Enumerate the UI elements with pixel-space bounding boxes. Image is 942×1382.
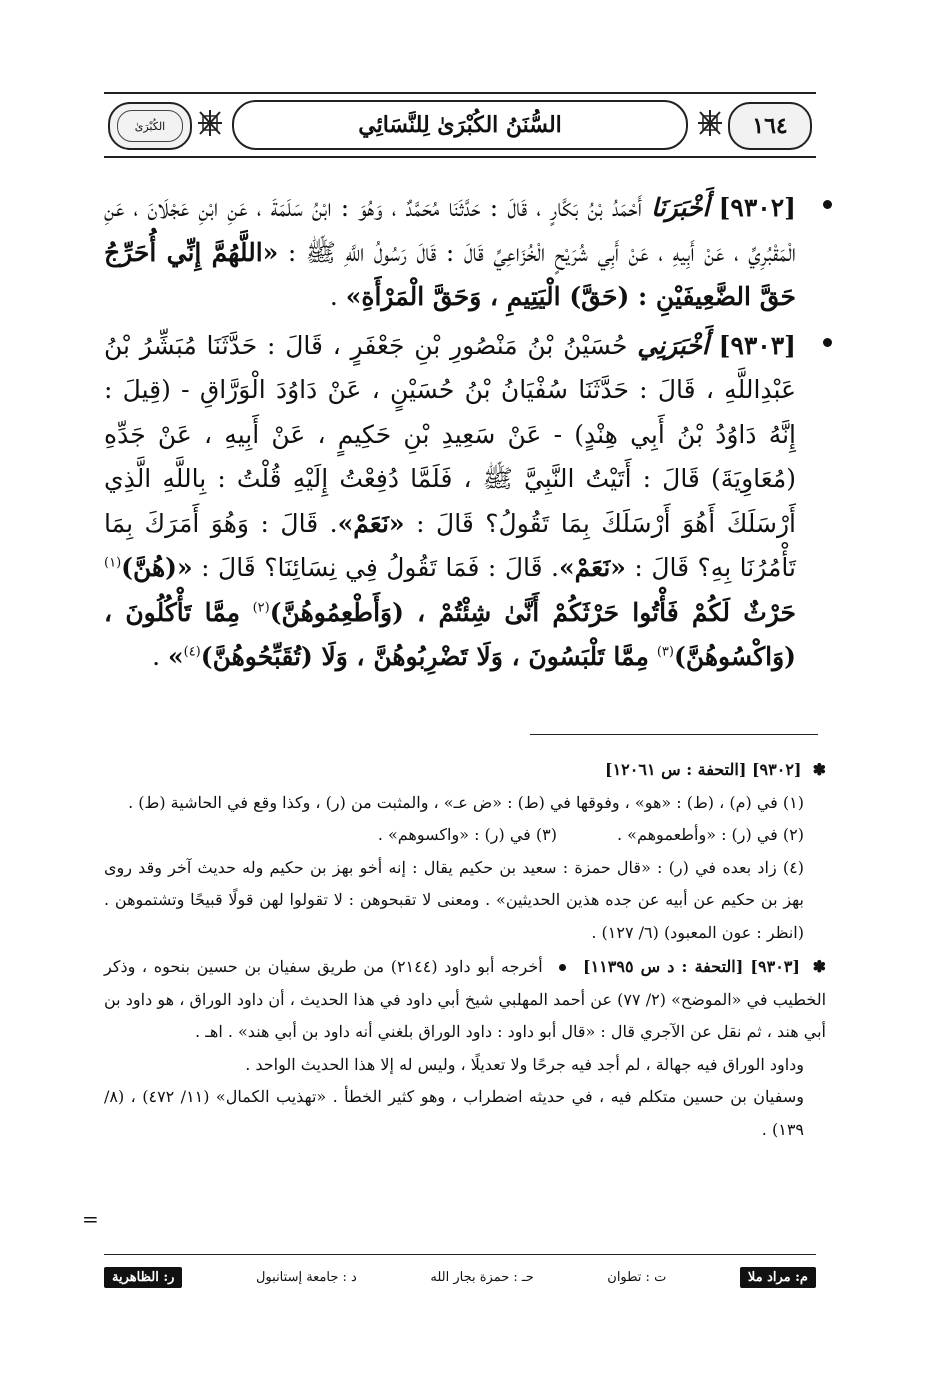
footnote-marker-1: (١) xyxy=(104,555,122,571)
footnote-1: (١) في (م) ، (ط) : «هو» ، وفوقها في (ط) : «ض عـ» ، والمثبت من (ر) ، وكذا وقع في الحاشية (ط) . xyxy=(128,792,804,812)
hadith-matn: «اللَّهُمَّ إِنِّي أُحَرِّجُ حَقَّ الضَّعِيفَيْنِ : (حَقَّ) الْيَتِيمِ ، وَحَقَّ الْمَرْأَةِ» xyxy=(104,237,796,311)
hadith-isnad: حُسَيْنُ بْنُ مَنْصُورِ بْنِ جَعْفَرٍ ، قَالَ : حَدَّثَنَا مُبَشِّرُ بْنُ عَبْدِاللَّهِ ، قَالَ : حَدَّثَنَا سُفْيَانُ بْنُ حُسَيْنٍ ، عَنْ دَاوُدَ الْوَرَّاقِ - (قِيلَ : إِنَّهُ دَاوُدُ بْنُ أَبِي هِنْدٍ) - عَنْ سَعِيدِ بْنِ حَكِيمٍ ، عَنْ أَبِيهِ ، عَنْ جَدِّهِ (مُعَاوِيَةَ) قَالَ : أَتَيْتُ النَّبِيَّ ﷺ ، فَلَمَّا دُفِعْتُ إِلَيْهِ قُلْتُ : بِاللَّهِ الَّذِي أَرْسَلَكَ أَهُوَ أَرْسَلَكَ بِمَا تَقُولُ؟ قَالَ : xyxy=(104,330,797,538)
hadith-answer-2: «نَعَمْ» xyxy=(559,553,626,582)
hadith-9303 xyxy=(104,324,824,680)
manuscript-m: م: مراد ملا xyxy=(740,1267,816,1288)
hadith-isnad: أَحْمَدُ بْنُ بَكَّارٍ ، قَالَ : حَدَّثَنَا مُحَمَّدٌ ، وَهُوَ : ابْنُ سَلَمَةَ ، عَنِ ابْنِ عَجْلَانَ ، عَنِ الْمَقْبُرِيِّ ، عَنْ أَبِيهِ ، عَنْ أَبِي شُرَيْحٍ الْخُزَاعِيِّ قَالَ : قَالَ رَسُولُ اللَّهِ ﷺ : xyxy=(104,193,796,267)
note-reference: [٩٣٠٣] [التحفة : د س ١١٣٩٥] xyxy=(582,957,800,976)
bullet-icon xyxy=(559,964,566,971)
manuscript-t: ت : تطوان xyxy=(607,1269,667,1285)
header-title-frame xyxy=(232,100,688,150)
note-reference: [٩٣٠٢] [التحفة : س ١٢٠٦١] xyxy=(604,760,802,779)
note-9303 xyxy=(104,951,826,1146)
page-title: السُّنَنُ الكُبْرَىٰ لِلنَّسَائِي xyxy=(358,112,562,138)
page-number-frame xyxy=(728,102,812,150)
bullet-icon xyxy=(823,338,832,347)
footnote-3: (٣) في (ر) : «واكسوهم» . xyxy=(377,825,557,844)
manuscript-d: د : جامعة إستانبول xyxy=(255,1269,357,1285)
hadith-akhbarani: أَخْبَرَنِي xyxy=(637,330,709,360)
knot-ornament-icon xyxy=(696,108,724,138)
hadith-number: [٩٣٠٢] xyxy=(718,193,796,222)
footnote-marker-2: (٢) xyxy=(252,600,270,616)
footnote-4: (٤) زاد بعده في (ر) : «قال حمزة : سعيد بن حكيم يقال : إنه أخو بهز بن حكيم وله حديث آخر وقد روى بهز بن حكيم عن أبيه عن جده هذين الحديثين» . ومعنى لا تقبحوهن : لا تقولوا لهن قولًا قبيحًا وتشتموهن . (انظر : عون المعبود) (٦/ ١٢٧) . xyxy=(104,857,804,942)
bullet-icon xyxy=(823,200,832,209)
takhrij-text-2: وداود الوراق فيه جهالة ، لم أجد فيه جرحًا ولا تعديلًا ، وليس له إلا هذا الحديث الواحد . xyxy=(245,1054,804,1074)
star-icon: ✽ xyxy=(812,957,826,976)
hadith-end: . xyxy=(329,282,338,311)
footnote-2: (٢) في (ر) : «وأطعموهم» . xyxy=(617,825,804,844)
manuscript-key xyxy=(104,1262,816,1292)
hadith-text-2: . قَالَ : وَهُوَ أَمَرَكَ بِمَا تَأْمُرُنَا بِهِ؟ قَالَ : xyxy=(104,508,796,582)
hadith-matn-c: مِمَّا تَأْكُلُونَ ، (وَاكْسُوهُنَّ) xyxy=(104,597,796,671)
manuscript-r: ر: الظاهرية xyxy=(104,1267,182,1288)
page-header xyxy=(104,92,816,158)
takhrij-text: أخرجه أبو داود (٢١٤٤) من طريق سفيان بن حسين بنحوه ، وذكر الخطيب في «الموضح» (٢/ ٧٧) عن أحمد المهلبي شيخ أبي داود في هذا الحديث ، أن داود الوراق ، هو داود بن أبي هند ، ثم نقل عن الآجري قال : «قال أبو داود : داود الوراق بلغني أنه داود بن أبي هند» . اهـ . xyxy=(104,957,827,1041)
header-ornament-left xyxy=(108,102,192,150)
footnotes xyxy=(104,754,826,1148)
knot-ornament-icon xyxy=(196,108,224,138)
header-ornament-text: الكُبْرَىٰ xyxy=(117,110,183,142)
hadith-number: [٩٣٠٣] xyxy=(718,330,797,360)
footnote-2-3 xyxy=(104,819,826,852)
continuation-mark: = xyxy=(82,1207,99,1231)
footnote-marker-3: (٣) xyxy=(656,644,674,660)
hadith-answer-1: «نَعَمْ» xyxy=(337,508,405,538)
footer-divider xyxy=(104,1254,816,1255)
main-text xyxy=(104,186,824,684)
hadith-akhbarana: أَخْبَرَنَا xyxy=(651,193,710,222)
hadith-matn-e: » xyxy=(167,642,184,671)
manuscript-h: حـ : حمزة بجار الله xyxy=(430,1269,534,1285)
hadith-matn-d: مِمَّا تَلْبَسُونَ ، وَلَا تَضْرِبُوهُنَّ ، وَلَا (تُقَبِّحُوهُنَّ) xyxy=(200,642,649,671)
hadith-matn-b: حَرْثٌ لَكُمْ فَأْتُوا حَرْثَكُمْ أَنَّىٰ شِئْتُمْ ، (وَأَطْعِمُوهُنَّ) xyxy=(269,597,797,627)
page-number: ١٦٤ xyxy=(752,113,788,139)
note-9302 xyxy=(104,754,826,949)
footnote-marker-4: (٤) xyxy=(183,644,201,660)
footnote-divider xyxy=(530,734,818,735)
takhrij-text-3: وسفيان بن حسين متكلم فيه ، في حديثه اضطراب ، وهو كثير الخطأ . «تهذيب الكمال» (١١/ ٤٧٢) ، (٨/ ١٣٩) . xyxy=(104,1087,804,1139)
hadith-matn-a: «(هُنَّ) xyxy=(121,553,193,582)
hadith-end: . xyxy=(152,642,161,671)
hadith-text-3: . قَالَ : فَمَا تَقُولُ فِي نِسَائِنَا؟ قَالَ : xyxy=(201,553,560,582)
star-icon: ✽ xyxy=(812,760,826,779)
hadith-9302 xyxy=(104,186,824,320)
